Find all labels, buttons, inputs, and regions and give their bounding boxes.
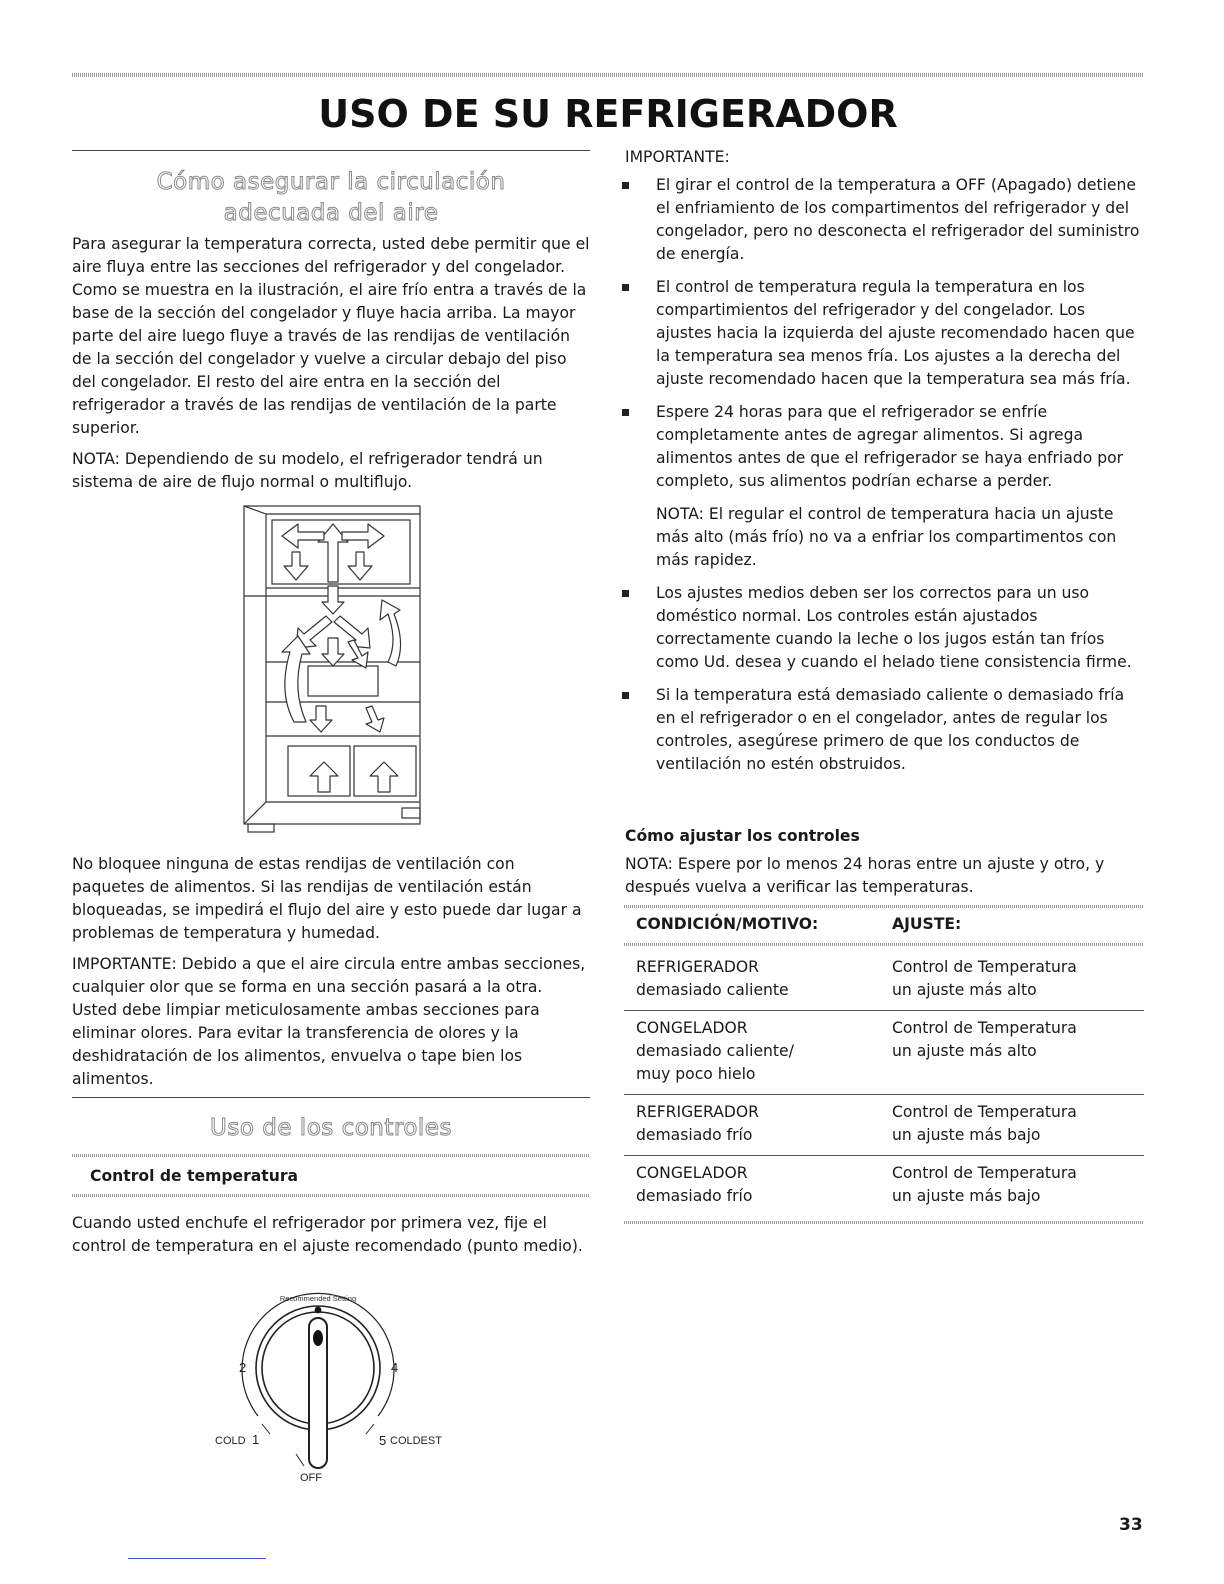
- note-text: Espere por lo menos 24 horas entre un ajuste y otro, y después vuelva a verificar las temperaturas.: [625, 855, 1105, 896]
- airflow-arrow: [310, 706, 332, 732]
- cell-line: CONGELADOR: [636, 1164, 748, 1182]
- cell-line: CONGELADOR: [636, 1019, 748, 1037]
- top-hatched-rule: [72, 73, 1144, 77]
- table-row: [624, 1156, 1144, 1217]
- note-label: NOTA:: [625, 855, 673, 873]
- table-cell-adjustment: [880, 950, 1144, 1011]
- left-section-rule-1: [72, 150, 590, 151]
- airflow-arrow: [310, 762, 338, 792]
- cell-line: un ajuste más alto: [892, 1042, 1037, 1060]
- table-cell-condition: [624, 1156, 880, 1217]
- section-title-air-circulation: [72, 167, 590, 229]
- table-cell-adjustment: [880, 1011, 1144, 1095]
- cell-line: un ajuste más bajo: [892, 1126, 1041, 1144]
- bullet-square-icon: [622, 182, 629, 189]
- dial-cold-label: COLD: [215, 1435, 246, 1447]
- cell-line: Control de Temperatura: [892, 1164, 1077, 1182]
- important-bullet-list-continued: [622, 582, 1144, 776]
- bullet-text: El girar el control de la temperatura a OFF (Apagado) detiene el enfriamiento de los compartimentos del refrigerador y del congelador, pero no desconecta el refrigerador del suministro de energía.: [656, 176, 1140, 263]
- airflow-arrow: [282, 524, 324, 548]
- cell-line: muy poco hielo: [636, 1065, 756, 1083]
- bullet-square-icon: [622, 284, 629, 291]
- dial-tick-5: 5: [379, 1433, 387, 1448]
- note-text: El regular el control de temperatura hacia un ajuste más alto (más frío) no va a enfriar los compartimentos con más rapidez.: [656, 505, 1117, 569]
- page-number: 33: [1119, 1515, 1143, 1535]
- table-cell-condition: [624, 1095, 880, 1156]
- fridge-base: [248, 824, 274, 832]
- cell-line: un ajuste más alto: [892, 981, 1037, 999]
- bullet3-note: [622, 503, 1144, 572]
- note-label: NOTA:: [72, 450, 120, 468]
- bullet-text: El control de temperatura regula la temperatura en los compartimientos del refrigerador y del congelador. Los ajustes hacia la izquierda del ajuste recomendado hacen que la temperatura sea menos fría. Los ajustes a la derecha del ajuste recomendado hacen que la temperatura sea más fría.: [656, 278, 1135, 388]
- cell-line: Control de Temperatura: [892, 1019, 1077, 1037]
- col-header-condition: CONDICIÓN/MOTIVO:: [636, 915, 819, 933]
- airflow-arrow: [370, 762, 398, 792]
- airflow-note: [72, 448, 590, 494]
- subhead-temperature-control: Control de temperatura: [90, 1167, 299, 1185]
- vent-warning-paragraph: No bloquee ninguna de estas rendijas de ventilación con paquetes de alimentos. Si las rendijas de ventilación están bloqueadas, se impedirá el flujo del aire y esto puede dar lugar a problemas de temperatura y humedad.: [72, 855, 582, 942]
- subhead-hatch-bottom: [72, 1194, 590, 1197]
- table-row: [624, 950, 1144, 1011]
- table-hatch-top: [624, 905, 1144, 908]
- subhead-hatch-top: [72, 1154, 590, 1157]
- airflow-arrow: [282, 636, 310, 722]
- cell-line: Control de Temperatura: [892, 958, 1077, 976]
- table-cell-adjustment: [880, 1095, 1144, 1156]
- section-title-controls: Uso de los controles: [210, 1115, 452, 1141]
- footer-link-line: [128, 1558, 266, 1559]
- cell-line: demasiado frío: [636, 1126, 753, 1144]
- table-cell-condition: [624, 1011, 880, 1095]
- refrigerator-airflow-illustration: [238, 502, 428, 834]
- note-label: NOTA:: [656, 505, 704, 523]
- dial-tick-1: 1: [252, 1432, 260, 1447]
- left-section-rule-2: [72, 1097, 590, 1098]
- adjust-note: [625, 853, 1144, 899]
- section-title-line-2: adecuada del aire: [223, 200, 439, 226]
- important-bullet-list: [622, 174, 1144, 493]
- bullet-item: [622, 401, 1144, 493]
- bullet-item: [622, 174, 1144, 266]
- air-flow-paragraph: Para asegurar la temperatura correcta, usted debe permitir que el aire fluya entre las secciones del refrigerador y del congelador. Como se muestra en la ilustración, el aire frío entra a través de la base de la sección del congelador y fluye hacia arriba. La mayor parte del aire luego fluye a través de las rendijas de ventilación de la sección del congelador y vuelve a circular debajo del piso del congelador. El resto del aire entra en la sección del refrigerador a través de las rendijas de ventilación de la parte superior.: [72, 235, 590, 437]
- bullet-item: [622, 684, 1144, 776]
- dial-tick-2: 2: [239, 1360, 247, 1375]
- dial-off-label: OFF: [300, 1472, 322, 1484]
- bullet-square-icon: [622, 409, 629, 416]
- note-text: Dependiendo de su modelo, el refrigerador tendrá un sistema de aire de flujo normal o multiflujo.: [72, 450, 543, 491]
- dial-recommended-label: Recommended Setting: [279, 1294, 357, 1303]
- important-label: IMPORTANTE:: [72, 955, 177, 973]
- page-title: USO DE SU REFRIGERADOR: [318, 92, 898, 136]
- right-important-heading: IMPORTANTE:: [625, 148, 730, 166]
- airflow-arrow: [380, 600, 401, 666]
- airflow-arrow: [284, 552, 308, 580]
- airflow-arrow: [366, 706, 384, 732]
- dial-pointer: [313, 1330, 323, 1346]
- table-cell-condition: [624, 950, 880, 1011]
- airflow-arrow: [342, 524, 384, 548]
- dial-tick-4: 4: [391, 1360, 399, 1375]
- left-text-block-1: [72, 233, 590, 494]
- odor-important-paragraph: [72, 953, 590, 1091]
- bullet-item: [622, 276, 1144, 391]
- col-header-adjustment: AJUSTE:: [892, 915, 962, 933]
- fridge-side-panel: [244, 506, 266, 824]
- important-text: Debido a que el aire circula entre ambas secciones, cualquier olor que se forma en una sección pasará a la otra. Usted debe limpiar meticulosamente ambas secciones para eliminar olores. Para evitar la transferencia de olores y la deshidratación de los alimentos, envuelva o tape bien los alimentos.: [72, 955, 586, 1088]
- left-text-block-2: [72, 853, 590, 1091]
- bullet-square-icon: [622, 692, 629, 699]
- bullet-square-icon: [622, 590, 629, 597]
- airflow-arrow: [322, 586, 344, 614]
- cell-line: REFRIGERADOR: [636, 958, 760, 976]
- first-use-paragraph: Cuando usted enchufe el refrigerador por primera vez, fije el control de temperatura en el ajuste recomendado (punto medio).: [72, 1214, 583, 1255]
- cell-line: Control de Temperatura: [892, 1103, 1077, 1121]
- table-row: [624, 1011, 1144, 1095]
- cell-line: demasiado caliente/: [636, 1042, 794, 1060]
- table-cell-adjustment: [880, 1156, 1144, 1217]
- table-hatch-header: [624, 943, 1144, 946]
- cell-line: demasiado caliente: [636, 981, 789, 999]
- table-row: [624, 1095, 1144, 1156]
- airflow-arrow: [348, 552, 372, 580]
- dial-coldest-label: COLDEST: [390, 1435, 442, 1447]
- shelf-box: [308, 666, 378, 696]
- section-title-line-1: Cómo asegurar la circulación: [156, 169, 506, 195]
- cell-line: demasiado frío: [636, 1187, 753, 1205]
- controls-table: [624, 950, 1144, 1216]
- temperature-dial-diagram: [208, 1288, 458, 1488]
- cell-line: un ajuste más bajo: [892, 1187, 1041, 1205]
- table-hatch-bottom: [624, 1221, 1144, 1224]
- bullet-text: Espere 24 horas para que el refrigerador se enfríe completamente antes de agregar alimentos. Si agrega alimentos antes de que el refrigerador se haya enfriado por completo, sus alimentos podrían echarse a perder.: [656, 403, 1124, 490]
- subhead-adjust-controls: Cómo ajustar los controles: [625, 827, 860, 845]
- bullet-text: Los ajustes medios deben ser los correctos para un uso doméstico normal. Los controles están ajustados correctamente cuando la leche o los jugos están tan fríos como Ud. desea y cuando el helado tiene consistencia firme.: [656, 584, 1132, 671]
- bullet-text: Si la temperatura está demasiado caliente o demasiado fría en el refrigerador o en el congelador, antes de regular los controles, asegúrese primero de que los conductos de ventilación no estén obstruidos.: [656, 686, 1125, 773]
- cell-line: REFRIGERADOR: [636, 1103, 760, 1121]
- bullet-item: [622, 582, 1144, 674]
- right-bullets-block: [622, 174, 1144, 786]
- page-title-wrap: [72, 92, 1144, 136]
